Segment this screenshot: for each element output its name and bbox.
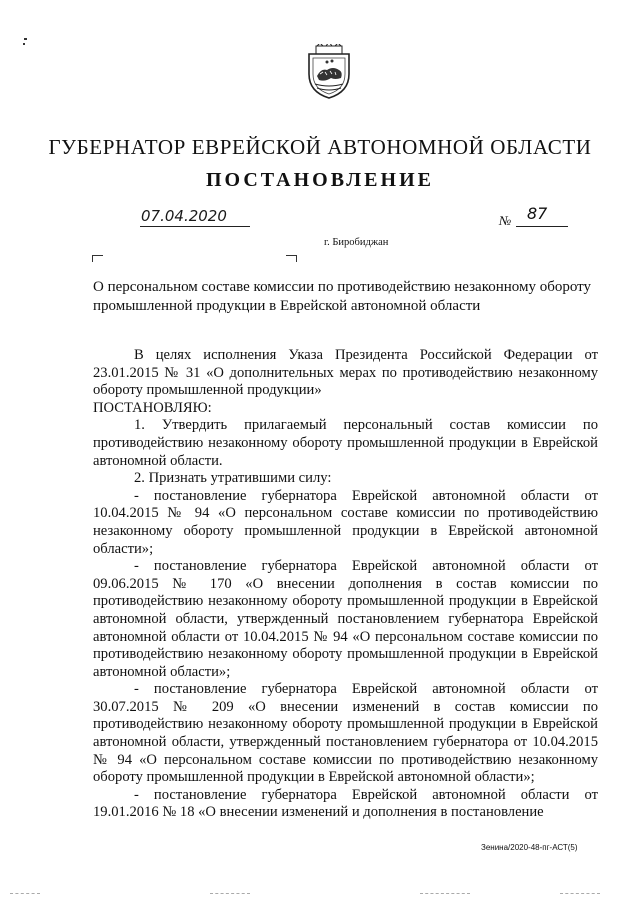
subject-bracket-right — [286, 255, 297, 262]
subject-bracket-left — [92, 255, 103, 262]
coat-of-arms-emblem — [305, 44, 353, 100]
repeal-item-2: - постановление губернатора Еврейской автономной области от 09.06.2015 № 170 «О внесении дополнения в состав комиссии по противодействию незаконному обороту промышленной продукции в Еврейской автономной области, утвержденный постановлением губернатора Еврейской автономной области от 10.04.2015 № 94 «О персональном составе комиссии по противодействию незаконному обороту промышленной продукции в Еврейской автономной области»; — [93, 558, 598, 680]
item-2: 2. Признать утратившими силу: — [134, 470, 332, 487]
preamble-paragraph: В целях исполнения Указа Президента Российской Федерации от 23.01.2015 № 31 «О дополнительных мерах по противодействию незаконному обороту промышленной продукции» — [93, 347, 598, 399]
document-body — [93, 347, 598, 822]
number-label: № — [499, 213, 512, 228]
repeal-item-3: - постановление губернатора Еврейской автономной области от 30.07.2015 № 209 «О внесении изменений в состав комиссии по противодействию незаконному обороту промышленной продукции в Еврейской автономной области, утвержденный постановлением губернатора от 10.04.2015 № 94 «О персональном составе комиссии по противодействию незаконному обороту промышленной продукции в Еврейской автономной области»; — [93, 681, 598, 786]
scan-artifact-line — [560, 893, 600, 895]
footer-registration-code: Зенина/2020-48-пг-АСТ(5) — [481, 843, 578, 852]
item-1: 1. Утвердить прилагаемый персональный состав комиссии по противодействию незаконному обороту промышленной продукции в Еврейской автономной области. — [93, 417, 598, 469]
scan-speck — [24, 38, 27, 40]
document-subject: О персональном составе комиссии по противодействию незаконному обороту промышленной продукции в Еврейской автономной области — [93, 279, 592, 314]
scan-artifact-line — [420, 893, 470, 895]
document-type-title: ПОСТАНОВЛЕНИЕ — [206, 169, 434, 191]
decree-word: ПОСТАНОВЛЯЮ: — [93, 399, 212, 416]
repeal-item-4: - постановление губернатора Еврейской автономной области от 19.01.2016 № 18 «О внесении изменений и дополнения в постановление — [93, 786, 598, 821]
repeal-item-1: - постановление губернатора Еврейской автономной области от 10.04.2015 № 94 «О персональном составе комиссии по противодействию незаконному обороту промышленной продукции в Еврейской автономной области»; — [93, 487, 598, 557]
document-date: 07.04.2020 — [141, 207, 227, 225]
scan-speck — [23, 43, 25, 45]
governor-heading: ГУБЕРНАТОР ЕВРЕЙСКОЙ АВТОНОМНОЙ ОБЛАСТИ — [48, 135, 592, 159]
city-label: г. Биробиджан — [324, 237, 389, 248]
scan-artifact-line — [210, 893, 250, 895]
date-underline — [140, 226, 250, 227]
number-underline — [516, 226, 568, 227]
document-number: 87 — [527, 204, 548, 223]
scan-artifact-line — [10, 893, 40, 895]
